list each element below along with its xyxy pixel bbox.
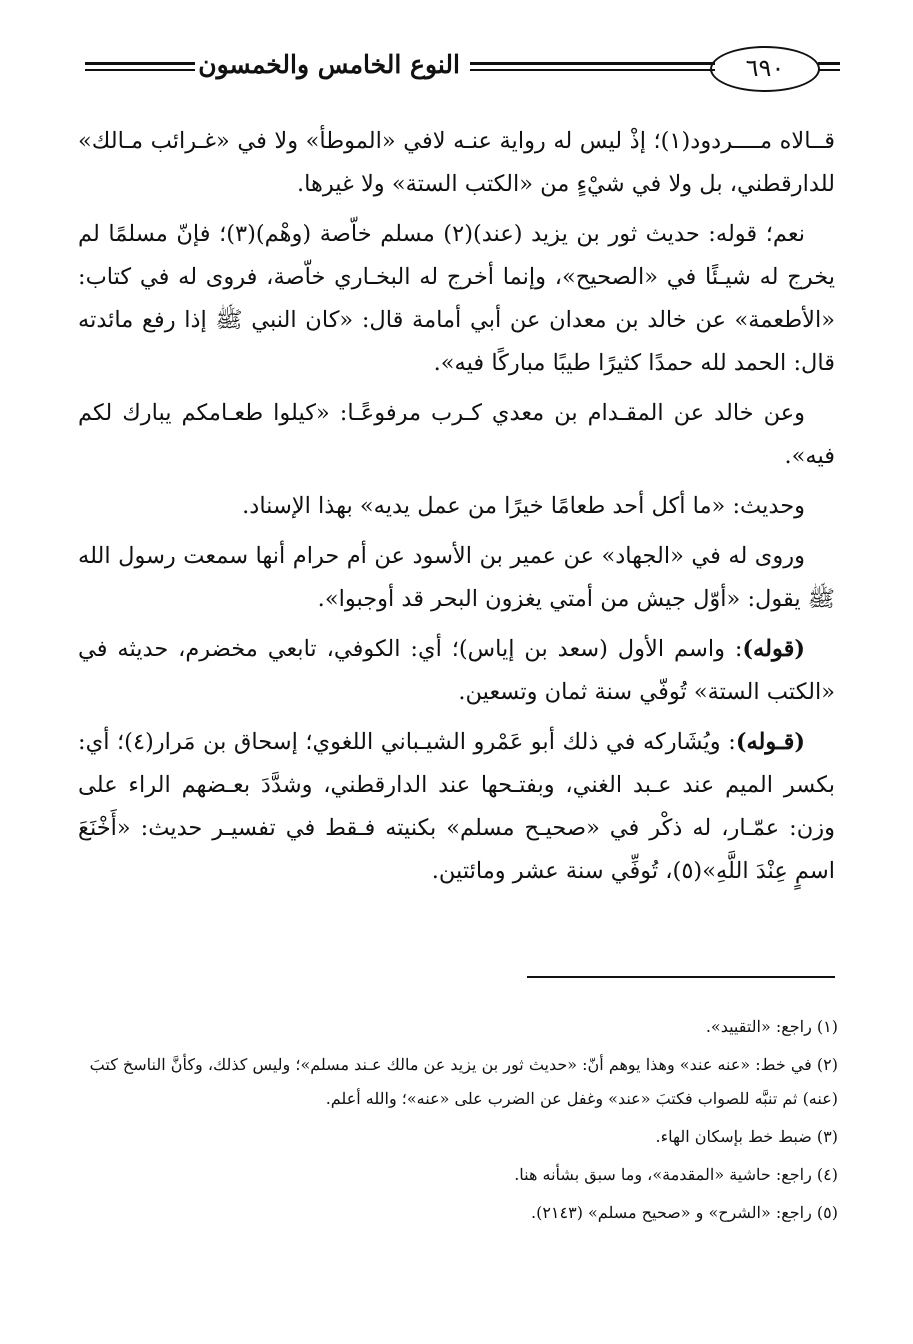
paragraph: وعن خالد عن المقـدام بن معدي كـرب مرفوعًـا: «كيلوا طعـامكم يبارك لكم فيه».: [78, 400, 835, 469]
header-rule-right-bottom: [818, 69, 840, 71]
paragraph-text: : ويُشَاركه في ذلك أبو عَمْرو الشيـباني اللغوي؛ إسحاق بن مَرار(٤)؛ أي: بكسر الميم عند عـبد الغني، وبفتـحها عند الدارقطني، وشدَّدَ بعـضهم الراء على وزن: عمّـار، له ذكْر في «صحيـح مسلم» بكنيته فـقط في تفسيـر حديث: «أَخْنَعَ اسمٍ عِنْدَ اللَّهِ»(٥)، تُوفِّي سنة عشر ومائتين.: [78, 729, 835, 884]
footnote: (٤) راجع: حاشية «المقدمة»، وما سبق بشأنه هنا.: [514, 1165, 838, 1184]
paragraph: وروى له في «الجهاد» عن عمير بن الأسود عن أم حرام أنها سمعت رسول الله ﷺ يقول: «أوّل جيش من أمتي يغزون البحر قد أوجبوا».: [78, 543, 835, 612]
paragraph-lead: (قـوله): [735, 729, 805, 755]
header-rule-left-top: [85, 62, 195, 65]
main-text: [78, 120, 835, 900]
paragraph: وحديث: «ما أكل أحد طعامًا خيرًا من عمل يديه» بهذا الإسناد.: [242, 493, 805, 519]
footnotes: [80, 1010, 838, 1234]
footnote: (١) راجع: «التقييد».: [705, 1017, 838, 1036]
running-header: [85, 40, 840, 100]
footnote: (٣) ضبط خط بإسكان الهاء.: [655, 1127, 838, 1146]
header-rule-right-top: [818, 62, 840, 65]
paragraph: نعم؛ قوله: حديث ثور بن يزيد (عند)(٢) مسلم خاّصة (وهْم)(٣)؛ فإنّ مسلمًا لم يخرج له شيـئًا في «الصحيح»، وإنما أخرج له البخـاري خاّصة، فروى له في كتاب: «الأطعمة» عن خالد بن معدان عن أبي أمامة قال: «كان النبي ﷺ إذا رفع مائدته قال: الحمد لله حمدًا كثيرًا طيبًا مباركًا فيه».: [78, 221, 835, 376]
paragraph-text: : واسم الأول (سعد بن إياس)؛ أي: الكوفي، تابعي مخضرم، حديثه في «الكتب الستة» تُوفّي سنة ثمان وتسعين.: [78, 636, 835, 705]
header-rule-middle-bottom: [470, 69, 715, 71]
paragraph-lead: (قوله): [742, 636, 805, 662]
page-number: ٦٩٠: [710, 46, 820, 92]
footnote: (٢) في خط: «عنه عند» وهذا يوهم أنّ: «حديث ثور بن يزيد عن مالك عـند مسلم»؛ وليس كذلك، وكأنَّ الناسخ كتبَ (عنه) ثم تنبَّه للصواب فكتبَ «عند» وغفل عن الضرب على «عنه»؛ والله أعلم.: [89, 1055, 838, 1108]
paragraph: قــالاه مــــردود(١)؛ إذْ ليس له رواية عنـه لافي «الموطأ» ولا في «غـرائب مـالك» للدارقطني، بل ولا في شيْءٍ من «الكتب الستة» ولا غيرها.: [78, 128, 835, 197]
header-rule-left-bottom: [85, 69, 195, 71]
running-title: النوع الخامس والخمسون: [198, 50, 460, 79]
header-rule-middle-top: [470, 62, 715, 65]
footnote: (٥) راجع: «الشرح» و «صحيح مسلم» (٢١٤٣).: [530, 1203, 838, 1222]
paragraph: [78, 628, 835, 714]
footnote-separator: [527, 976, 835, 978]
paragraph: [78, 721, 835, 893]
